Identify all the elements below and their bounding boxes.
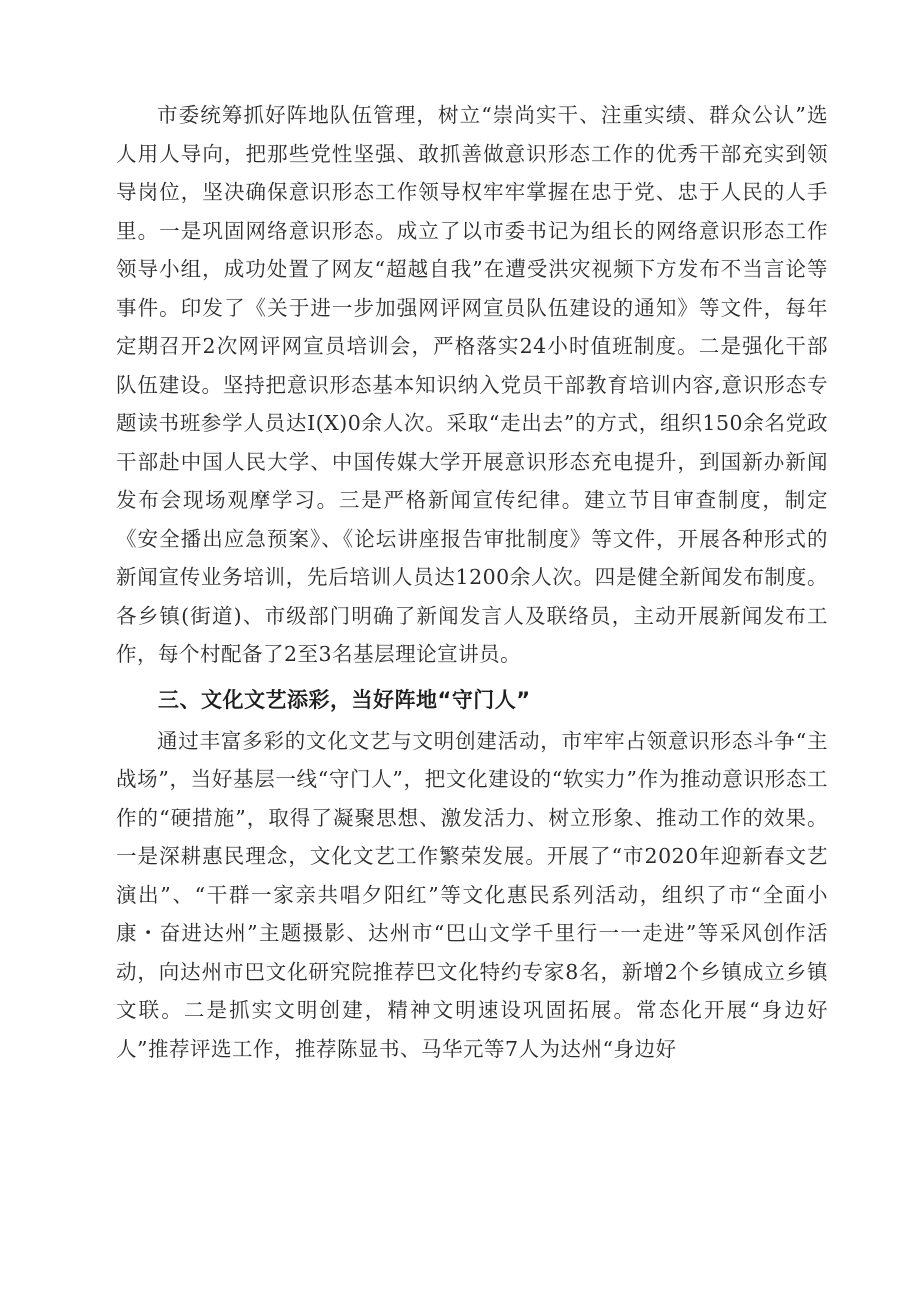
- body-paragraph-culture-activities: 通过丰富多彩的文化文艺与文明创建活动，市牢牢占领意识形态斗争“主战场”，当好基层一线“守门人”，把文化建设的“软实力”作为推动意识形态工作的“硬措施”，取得了凝聚思想、激发活力、树立形象、推动工作的效果。一是深耕惠民理念，文化文艺工作繁荣发展。开展了“市2020年迎新春文艺演出”、“干群一家亲共唱夕阳红”等文化惠民系列活动，组织了市“全面小康・奋进达州”主题摄影、达州市“巴山文学千里行一一走进”等采风创作活动，向达州市巴文化研究院推荐巴文化特约专家8名，新增2个乡镇成立乡镇文联。二是抓实文明创建，精神文明速设巩固拓展。常态化开展“身边好人”推荐评选工作，推荐陈显书、马华元等7人为达州“身边好: [116, 728, 828, 1061]
- body-paragraph-party-team-management: 市委统筹抓好阵地队伍管理，树立“崇尚实干、注重实绩、群众公认”选人用人导向，把那些党性坚强、敢抓善做意识形态工作的优秀干部充实到领导岗位，坚决确保意识形态工作领导权牢牢掌握在忠于党、忠于人民的人手里。一是巩固网络意识形态。成立了以市委书记为组长的网络意识形态工作领导小组，成功处置了网友“超越自我”在遭受洪灾视频下方发布不当言论等事件。印发了《关于进一步加强网评网宣员队伍建设的通知》等文件，每年定期召开2次网评网宣员培训会，严格落实24小时值班制度。二是强化干部队伍建设。坚持把意识形态基本知识纳入党员干部教育培训内容,意识形态专题读书班参学人员达I(X)0余人次。采取“走出去”的方式，组织150余名党政干部赴中国人民大学、中国传媒大学开展意识形态充电提升，到国新办新闻发布会现场观摩学习。三是严格新闻宣传纪律。建立节目审查制度，制定《安全播出应急预案》、《论坛讲座报告审批制度》等文件，开展各种形式的新闻宣传业务培训，先后培训人员达1200余人次。四是健全新闻发布制度。各乡镇(街道)、市级部门明确了新闻发言人及联络员，主动开展新闻发布工作，每个村配备了2至3名基层理论宣讲员。: [116, 103, 828, 666]
- section-heading-culture: 三、文化文艺添彩，当好阵地“守门人”: [158, 687, 531, 712]
- document-body: [116, 96, 828, 1068]
